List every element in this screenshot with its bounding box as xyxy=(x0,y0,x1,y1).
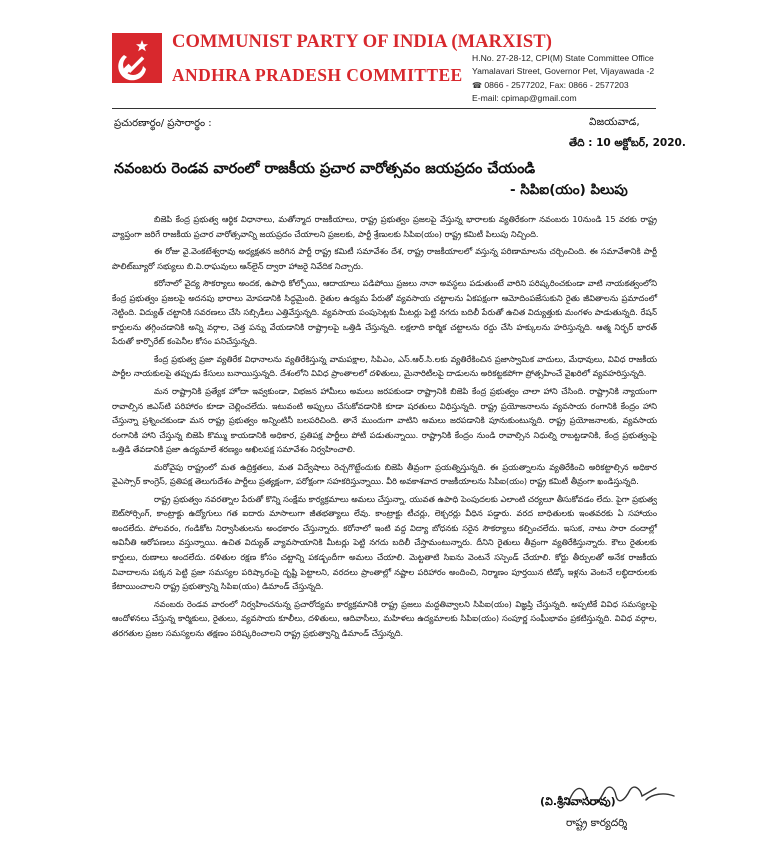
dateline-place: విజయవాడ, xyxy=(589,116,640,128)
hammer-sickle-star-icon xyxy=(112,33,162,83)
phone-icon: ☎ xyxy=(472,80,482,90)
paragraph: బిజెపి కేంద్ర ప్రభుత్వ ఆర్థిక విధానాలు, మతోన్మాద రాజకీయాలు, రాష్ట్ర ప్రభుత్వం ప్రజలపై వేస్తున్న భారాలకు వ్యతిరేకంగా నవంబరు 10నుండి 15 వరకు రాష్ట్ర వ్యాప్తంగా జరిగే రాజకీయ ప్రచార వారోత్సవాన్ని జయప్రదం చేయాలని ప్రజలకు, పార్టీ శ్రేణులకు సిపిఐ(యం) రాష్ట్ర కమిటీ పిలుపు నిచ్చింది. xyxy=(112,214,657,239)
dateline-date: తేది : 10 అక్టోబర్, 2020. xyxy=(569,137,686,149)
paragraph: మరోవైపు రాష్ట్రంలో మత ఉద్రిక్తతలు, మత విద్వేషాలు రెచ్చగొట్టేందుకు బిజెపి తీవ్రంగా ప్రయత్నిస్తున్నది. ఈ ప్రయత్నాలను వ్యతిరేకించి అరికట్టాల్సిన అధికార వైఎస్సార్ కాంగ్రెస్, ప్రతిపక్ష తెలుగుదేశం పార్టీలు ప్రత్యక్షంగా, పరోక్షంగా సహకరిస్తున్నాయి. వీరి అవకాశవాద రాజకీయాలను సిపిఐ(యం) రాష్ట్ర కమిటీ తీవ్రంగా ఖండిస్తున్నది. xyxy=(112,461,657,487)
paragraph: కేంద్ర ప్రభుత్వ ప్రజా వ్యతిరేక విధానాలను వ్యతిరేకిస్తున్న వామపక్షాల, సిపిఎం, ఎస్.ఆర్.సి.లకు వ్యతిరేకించిన ప్రజాస్వామిక వాదులు, మేధావులు, వివిధ రాజకీయ పార్టీల నాయకులపై తప్పుడు కేసులు బనాయిస్తున్నది. దేశంలోని వివిధ ప్రాంతాలలో దళితులు, మైనారిటీలపై దాడులను అరికట్టకపోగా ప్రోత్సహించే వైఖరిలో వ్యవహరిస్తున్నది. xyxy=(112,353,657,379)
committee-name: ANDHRA PRADESH COMMITTEE xyxy=(172,65,463,85)
address-line-2: Yamalavari Street, Governor Pet, Vijayawada -2 xyxy=(472,66,655,77)
phone-row xyxy=(472,79,654,92)
header-divider xyxy=(112,108,656,109)
paragraph: రాష్ట్ర ప్రభుత్వం నవరత్నాల పేరుతో కొన్ని సంక్షేమ కార్యక్రమాలు అమలు చేస్తున్నా, యువత ఉపాధి పెంపుదలకు ఎలాంటి చర్యలూ తీసుకోవడం లేదు. పైగా ప్రభుత్వ ఔట్‌సోర్సింగ్, కాంట్రాక్టు ఉద్యోగులు గత ఐదారు మాసాలుగా జీతభత్యాలు లేవు. కాంట్రాక్టు టీచర్లు, లెక్చరర్లు వీధిన పడ్డారు. వరద బాధితులకు ఇంతవరకు ఏ సహాయం అందలేదు. పోలవరం, గండికోట నిర్వాసితులను అంధకారం చేస్తున్నారు. కరోనాలో ఇంటి వద్ద విద్యా బోధనకు సరైన సౌకర్యాలు కల్పించలేదు. ఇసుక, నాటు సారా దందాల్లో అవినీతి ఆరోపణలు వస్తున్నాయి. ఉచిత విద్యుత్ వ్యావసాయానికి మీటర్లు పెట్టి నగదు బదిలీ చేస్తామంటున్నారు. దీనిని రైతులు తీవ్రంగా వ్యతిరేకిస్తున్నారు. కౌలు రైతులకు కార్డులు, రుణాలు అందలేదు. దళితుల రక్షణ కోసం చట్టాన్ని పకడ్బందీగా అమలు చేయాలి. మెట్టతాటి సిఐను వెంటనే సస్పెండ్ చేయాలి. కోర్టు తీర్పులతో అనేక రాజకీయ వివాదాలను పక్కన పెట్టి ప్రజా సమస్యల పరిష్కారంపై దృష్టి పెట్టాలని, వరదలు ప్రాంతాల్లో నష్టాల పరిహారం అందించి, నిర్మాణం పూర్తయిన టిడ్కో ఇళ్లను వెంటనే లబ్ధిదారులకు కేటాయించాలని రాష్ట్ర ప్రభుత్వాన్ని సిపిఐ(యం) డిమాండ్ చేస్తున్నది. xyxy=(112,493,657,592)
press-label: ప్రచురణార్థం/ ప్రసారార్థం : xyxy=(114,118,212,129)
signatory-name: (వి.శ్రీనివాసరావు) xyxy=(540,795,616,808)
paragraph: ఈ రోజు వై.వెంకటేశ్వరావు అధ్యక్షతన జరిగిన పార్టీ రాష్ట్ర కమిటీ సమావేశం దేశ, రాష్ట్ర రాజకీయాలలో వస్తున్న పరిణామాలను చర్చించింది. ఈ సమావేశానికి పార్టీ పొలిట్‌బ్యూరో సభ్యులు బి.వి.రాఘవులు ఆన్‌లైన్ ద్వారా హాజరై నివేదిక నిచ్చారు. xyxy=(112,246,657,271)
headline: నవంబరు రెండవ వారంలో రాజకీయ ప్రచార వారోత్సవం జయప్రదం చేయండి xyxy=(114,161,536,177)
contact-block xyxy=(472,52,654,106)
subheadline: - సిపిఐ(యం) పిలుపు xyxy=(510,182,628,198)
signatory-title: రాష్ట్ర కార్యదర్శి xyxy=(566,817,628,829)
phone-number: 0866 - 2577202, Fax: 0866 - 2577203 xyxy=(484,79,629,90)
email-address: E-mail: cpimap@gmail.com xyxy=(472,93,577,104)
paragraph: మన రాష్ట్రానికి ప్రత్యేక హోదా ఇవ్వకుండా, విభజన హామీలు అమలు జరపకుండా రాష్ట్రానికి బిజెపి కేంద్ర ప్రభుత్వం చాలా హాని చేసింది. రాష్ట్రానికి న్యాయంగా రావాల్సిన జిఎస్‌టి పరిహారం కూడా చెల్లించలేదు. ఇటువంటి అప్పులు చేసుకోవడానికి కూడా షరతులు విధిస్తున్నది. రాష్ట్ర ప్రయోజనాలను వ్యవసాయ రంగానికి కేంద్రం హాని చేస్తున్నా ప్రశ్నించకుండా మన రాష్ట్ర ప్రభుత్వం అన్నింటినీ బలపరిచింది. తానే ముందుగా వాటిని అమలు జరపడానికి పూనుకుంటున్నది. రాష్ట్ర ప్రయోజనాలకు, వ్యవసాయ రంగానికి హాని చేస్తున్న బిజెపి కొమ్ము కాయడానికి అధికార, ప్రతిపక్ష పార్టీలు పోటీ పడుతున్నాయి. రాష్ట్రానికి కేంద్రం నుండి రావాల్సిన నిధుల్ని రాబట్టడానికి, కేంద్ర ప్రభుత్వంపై ఒత్తిడి తేవడానికి ప్రజా ఉద్యమాలే శరణ్యం అఖిలపక్ష సమావేశం నిర్వహించాలి. xyxy=(112,386,657,455)
paragraph: నవంబరు రెండవ వారంలో నిర్వహించనున్న ప్రచారోద్యమ కార్యక్రమానికి రాష్ట్ర ప్రజలు మద్దతివ్వాలని సిపిఐ(యం) విజ్ఞప్తి చేస్తున్నది. అప్పటికే వివిధ సమస్యలపై ఆందోళనలు చేస్తున్న కార్మికులు, రైతులు, వ్యవసాయ కూలీలు, దళితులు, ఆదివాసీలు, మహిళలు ఉద్యమాలకు సిపిఐ(యం) సంపూర్ణ సంఘీభావం ప్రకటిస్తున్నది. వివిధ వర్గాల, తరగతుల ప్రజల సమస్యలను తక్షణం పరిష్కరించాలని రాష్ట్ర ప్రభుత్వాన్ని డిమాండ్ చేస్తున్నది. xyxy=(112,598,657,638)
address-line-1: H.No. 27-28-12, CPI(M) State Committee Office xyxy=(472,53,654,63)
org-name: COMMUNIST PARTY OF INDIA (MARXIST) xyxy=(172,32,552,52)
paragraph: కరోనాలో వైద్య సౌకర్యాలు అందక, ఉపాధి కోల్పోయి, ఆదాయాలు పడిపోయి ప్రజలు నానా అవస్థలు పడుతుంటే వారిని పరిష్కరించకుండా వాటి నాయకత్వంలోని కేంద్ర ప్రభుత్వం ప్రజలపై అదనపు భారాలు మోపడానికి సిద్ధమైంది. రైతుల ఉద్యమ పేరుతో వ్యవసాయ చట్టాలను ఏకపక్షంగా ఆమోదింపజేసుకుని రైతు జీవితాలను ప్రమాదంలో నెట్టింది. విద్యుత్ చట్టానికి సవరణలు చేసి సబ్సిడీలు ఎత్తివేస్తున్నది. వ్యవసాయ పంపుసెట్లకు మీటర్లు పెట్టి నగదు బదిలీ పేరుతో ఉచిత విద్యుత్తుకు మంగళం పాడుతున్నది. రేషన్ కార్డులను తగ్గించడానికి అన్ని వర్గాల, చెత్త పన్ను వేయడానికి రాష్ట్రాలపై ఒత్తిడి చేస్తున్నది. లక్షలాది కార్మిక చట్టాలను రద్దు చేసి హక్కులను హరిస్తున్నది. ఆత్మ నిర్భర్ భారత్ పేరుతో కార్పొరేట్ కంపెనీల కోసం పనిచేస్తున్నది. xyxy=(112,278,657,347)
body-text xyxy=(112,212,657,643)
